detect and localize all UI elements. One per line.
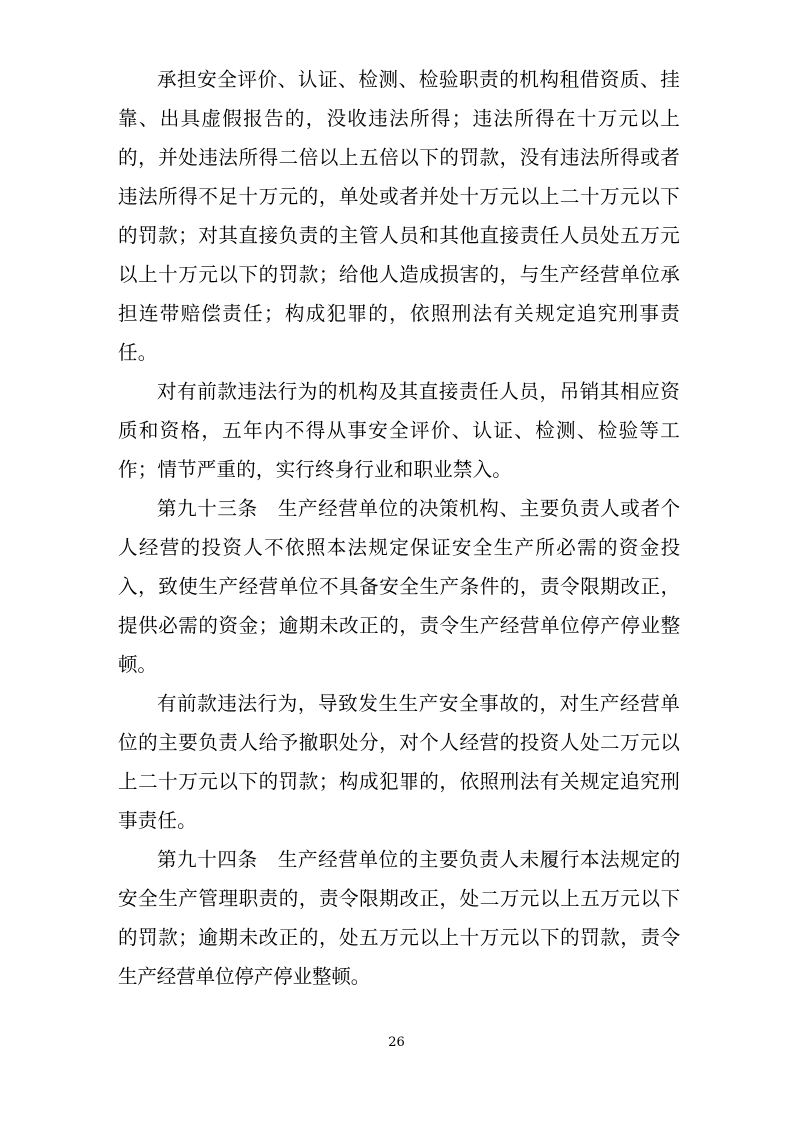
paragraph: 有前款违法行为，导致发生生产安全事故的，对生产经营单位的主要负责人给予撤职处分，对个人经营的投资人处二万元以上二十万元以下的罚款；构成犯罪的，依照刑法有关规定追究刑事责任。 bbox=[118, 692, 680, 832]
paragraph: 对有前款违法行为的机构及其直接责任人员，吊销其相应资质和资格，五年内不得从事安全评价、认证、检测、检验等工作；情节严重的，实行终身行业和职业禁入。 bbox=[118, 380, 680, 481]
paragraph: 承担安全评价、认证、检测、检验职责的机构租借资质、挂靠、出具虚假报告的，没收违法所得；违法所得在十万元以上的，并处违法所得二倍以上五倍以下的罚款，没有违法所得或者违法所得不足十万元的，单处或者并处十万元以上二十万元以下的罚款；对其直接负责的主管人员和其他直接责任人员处五万元以上十万元以下的罚款；给他人造成损害的，与生产经营单位承担连带赔偿责任；构成犯罪的，依照刑法有关规定追究刑事责任。 bbox=[118, 68, 680, 364]
paragraph: 第九十四条 生产经营单位的主要负责人未履行本法规定的安全生产管理职责的，责令限期改正，处二万元以上五万元以下的罚款；逾期未改正的，处五万元以上十万元以下的罚款，责令生产经营单位停产停业整顿。 bbox=[118, 848, 680, 988]
page-number: 26 bbox=[388, 1035, 405, 1050]
document-body bbox=[118, 60, 680, 996]
paragraph: 第九十三条 生产经营单位的决策机构、主要负责人或者个人经营的投资人不依照本法规定保证安全生产所必需的资金投入，致使生产经营单位不具备安全生产条件的，责令限期改正，提供必需的资金；逾期未改正的，责令生产经营单位停产停业整顿。 bbox=[118, 497, 680, 676]
